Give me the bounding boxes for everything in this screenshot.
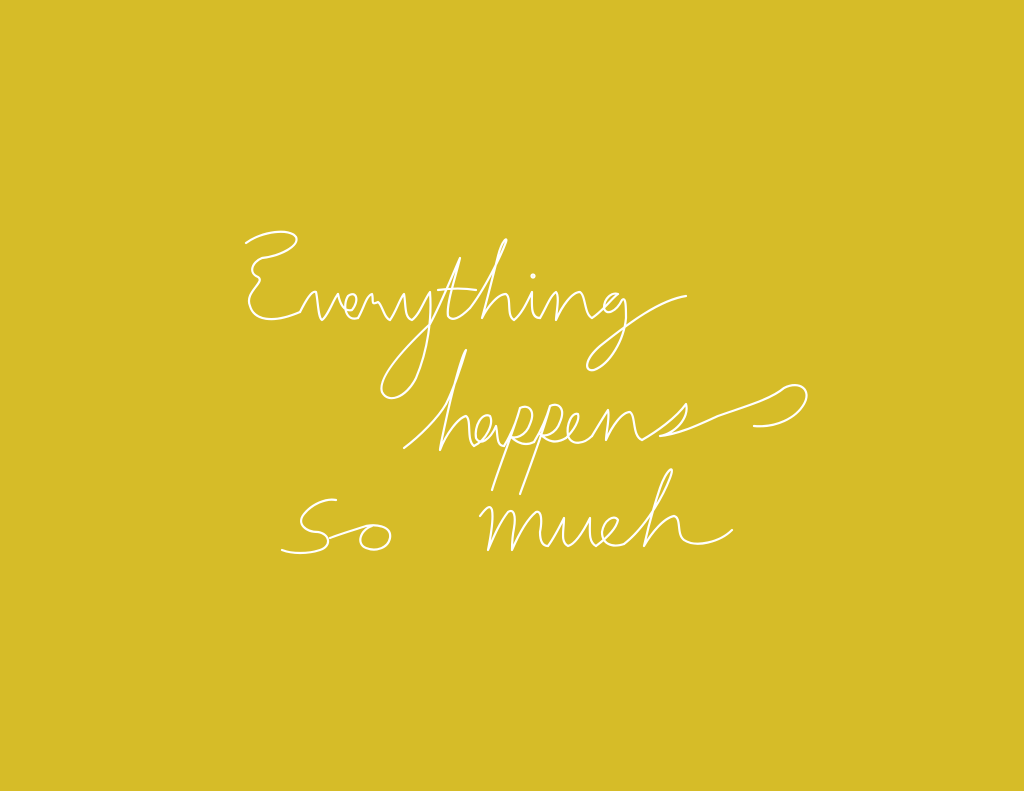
letter-a (474, 415, 504, 446)
i-dot (532, 275, 535, 278)
letter-u (548, 518, 596, 546)
handwriting-line-everything (246, 232, 686, 398)
letter-v (300, 292, 338, 320)
letter-i (514, 292, 540, 320)
letter-n (540, 292, 592, 320)
letter-c (596, 518, 624, 546)
letter-s2 (282, 500, 336, 553)
letter-h2 (440, 350, 474, 450)
letter-o (330, 525, 390, 549)
letter-e2 (566, 414, 592, 443)
lead-in-stroke (404, 404, 446, 448)
letter-e (338, 294, 358, 319)
letter-p1 (492, 407, 534, 490)
letter-y (381, 292, 430, 398)
letter-s (642, 385, 807, 440)
letter-h (470, 239, 514, 320)
handwriting-line-so-much (282, 469, 732, 553)
letter-r (358, 294, 390, 320)
handwriting-line-happens (404, 350, 807, 494)
letter-h3 (624, 469, 732, 546)
letter-g (587, 294, 686, 371)
letter-E (246, 232, 300, 319)
letter-p2 (520, 405, 566, 494)
letter-t (430, 258, 476, 324)
letter-m (480, 507, 548, 550)
letter-n2 (592, 410, 642, 440)
